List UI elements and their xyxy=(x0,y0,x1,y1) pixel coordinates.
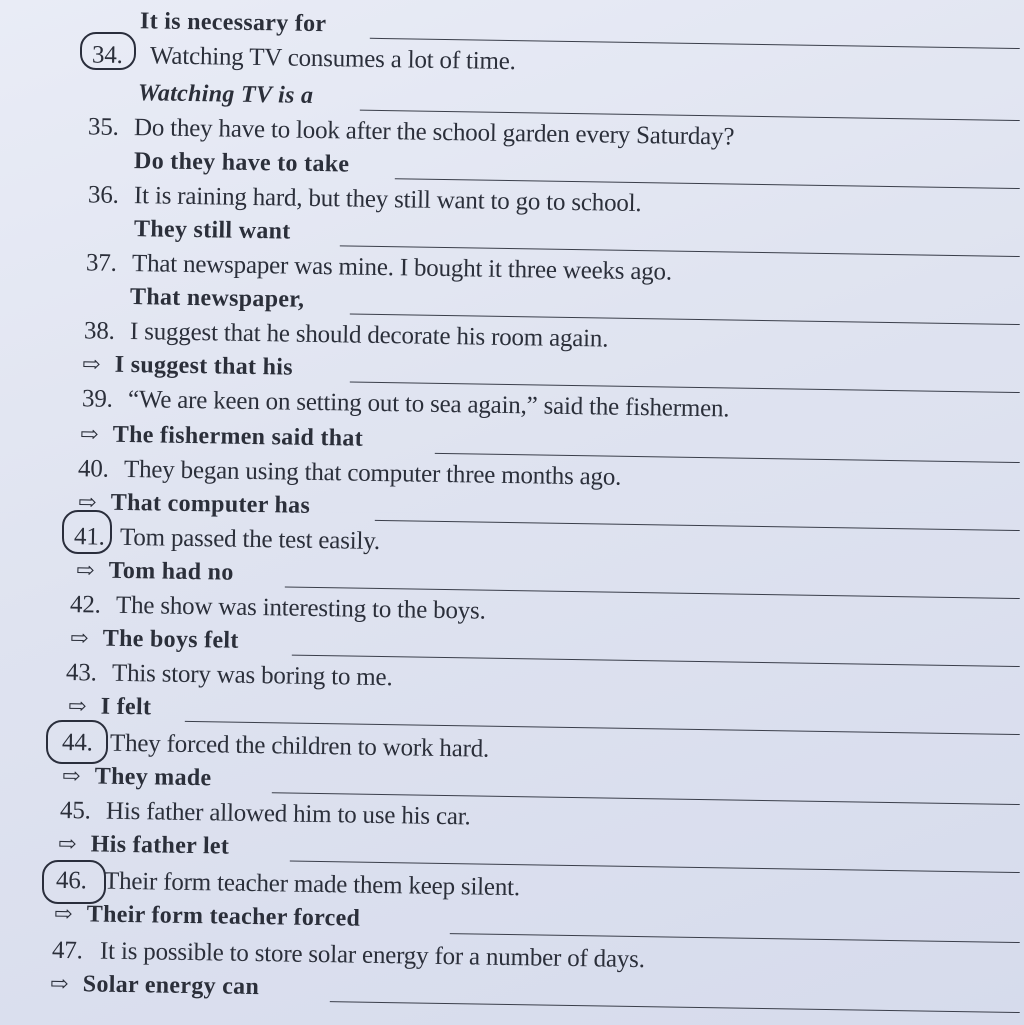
answer-blank[interactable] xyxy=(330,1001,1020,1013)
question-text: They forced the children to work hard. xyxy=(109,729,490,763)
question-text: Their form teacher made them keep silent. xyxy=(103,867,521,902)
answer-prompt: I suggest that his xyxy=(114,351,294,381)
arrow-icon: ⇨ xyxy=(57,830,77,857)
question-number: 41. xyxy=(73,523,105,551)
question-text: It is raining hard, but they still want to go to school. xyxy=(133,182,642,218)
circle-mark xyxy=(62,510,112,554)
question-number: 44. xyxy=(61,728,93,757)
answer-prompt: It is necessary for xyxy=(139,8,327,38)
answer-prompt: Their form teacher forced xyxy=(86,901,361,932)
question-number: 35. xyxy=(87,113,119,141)
question-text: Watching TV consumes a lot of time. xyxy=(149,42,516,76)
answer-prompt: Watching TV is a xyxy=(137,80,314,109)
circle-mark xyxy=(46,720,108,764)
answer-prompt: His father let xyxy=(90,831,230,860)
question-text: The show was interesting to the boys. xyxy=(115,591,486,625)
arrow-icon: ⇨ xyxy=(53,900,73,927)
question-text: I suggest that he should decorate his room again. xyxy=(129,318,609,353)
question-text: It is possible to store solar energy for a number of days. xyxy=(99,937,645,974)
question-text: This story was boring to me. xyxy=(111,659,393,692)
arrow-icon: ⇨ xyxy=(61,762,81,789)
question-text: They began using that computer three months ago. xyxy=(123,455,622,491)
answer-prompt: The boys felt xyxy=(102,625,239,654)
question-number: 36. xyxy=(87,181,119,209)
question-text: That newspaper was mine. I bought it three weeks ago. xyxy=(131,250,673,286)
arrow-icon: ⇨ xyxy=(69,625,89,651)
answer-prompt: Tom had no xyxy=(108,557,234,586)
answer-prompt: Do they have to take xyxy=(133,148,350,178)
question-number: 40. xyxy=(77,455,109,483)
answer-prompt: Solar energy can xyxy=(82,971,260,1001)
arrow-icon: ⇨ xyxy=(67,693,87,719)
answer-prompt: They still want xyxy=(133,216,291,245)
question-number: 38. xyxy=(83,317,115,345)
arrow-icon: ⇨ xyxy=(77,489,97,515)
arrow-icon: ⇨ xyxy=(81,351,101,377)
question-number: 45. xyxy=(59,796,91,825)
answer-blank[interactable] xyxy=(450,933,1020,943)
question-number: 46. xyxy=(55,866,87,895)
question-text: Do they have to look after the school garden every Saturday? xyxy=(133,114,735,151)
answer-prompt: I felt xyxy=(100,693,152,721)
question-number: 47. xyxy=(51,936,83,965)
question-number: 39. xyxy=(81,385,113,413)
answer-blank[interactable] xyxy=(290,861,1020,873)
question-number: 43. xyxy=(65,659,97,687)
circle-mark xyxy=(80,32,136,70)
answer-prompt: That computer has xyxy=(110,489,311,519)
question-number: 42. xyxy=(69,591,101,619)
question-text: “We are keen on setting out to sea again,” said the fishermen. xyxy=(127,386,730,423)
question-number: 34. xyxy=(91,41,123,69)
answer-prompt: The fishermen said that xyxy=(112,421,364,452)
answer-prompt: That newspaper, xyxy=(129,284,305,313)
question-number: 37. xyxy=(85,249,117,277)
arrow-icon: ⇨ xyxy=(79,421,99,447)
arrow-icon: ⇨ xyxy=(49,970,69,997)
question-text: Tom passed the test easily. xyxy=(119,523,381,555)
arrow-icon: ⇨ xyxy=(75,557,95,583)
question-text: His father allowed him to use his car. xyxy=(105,797,471,831)
answer-prompt: They made xyxy=(94,763,212,792)
circle-mark xyxy=(42,860,106,904)
